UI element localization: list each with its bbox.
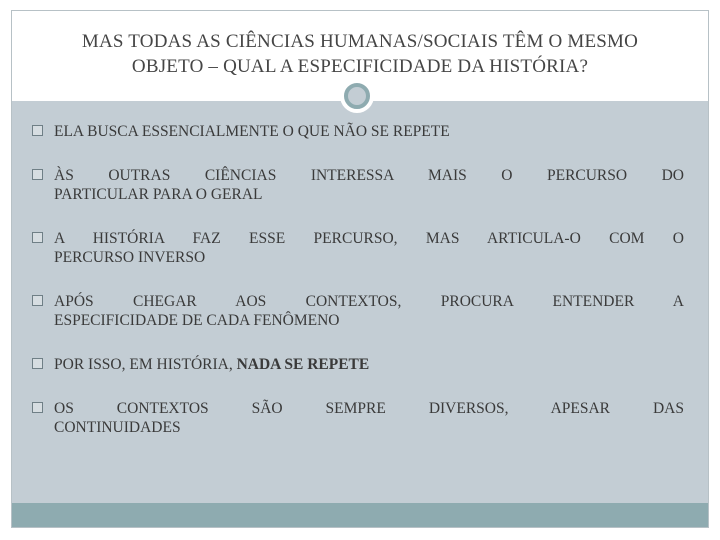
footer-band <box>12 503 708 527</box>
bullet-text: ELA BUSCA ESSENCIALMENTE O QUE NÃO SE REPETE <box>54 123 450 140</box>
title-line-2: OBJETO – QUAL A ESPECIFICIDADE DA HISTÓRIA? <box>131 56 589 77</box>
bullet-text-emphasis: NADA SE REPETE <box>236 356 370 373</box>
bullet-text-line-2: ESPECIFICIDADE DE CADA FENÔMENO <box>54 312 340 329</box>
list-item <box>32 399 684 437</box>
list-item <box>32 292 684 330</box>
list-item <box>32 355 684 374</box>
bullet-text-line-1: ÀS OUTRAS CIÊNCIAS INTERESSA MAIS O PERCURSO DO <box>54 167 684 184</box>
bullet-list <box>32 122 684 437</box>
bullet-marker-icon <box>32 232 43 243</box>
bullet-text-line-2: PARTICULAR PARA O GERAL <box>54 186 263 203</box>
bullet-text-line-1: OS CONTEXTOS SÃO SEMPRE DIVERSOS, APESAR DAS <box>54 400 684 417</box>
bullet-text-line-2: CONTINUIDADES <box>54 419 181 436</box>
title-line-1: MAS TODAS AS CIÊNCIAS HUMANAS/SOCIAIS TÊM O MESMO <box>81 31 639 52</box>
list-item <box>32 166 684 204</box>
circle-ornament-icon <box>344 83 370 109</box>
bullet-marker-icon <box>32 125 43 136</box>
bullet-text <box>54 355 684 374</box>
bullet-marker-icon <box>32 358 43 369</box>
slide-title <box>52 29 668 79</box>
bullet-marker-icon <box>32 295 43 306</box>
bullet-text-line-1: APÓS CHEGAR AOS CONTEXTOS, PROCURA ENTENDER A <box>54 293 684 310</box>
bullet-marker-icon <box>32 169 43 180</box>
list-item <box>32 122 684 141</box>
bullet-marker-icon <box>32 402 43 413</box>
bullet-text-plain: POR ISSO, EM HISTÓRIA, <box>54 356 237 373</box>
bullet-text-line-2: PERCURSO INVERSO <box>54 249 206 266</box>
list-item <box>32 229 684 267</box>
bullet-text-line-1: A HISTÓRIA FAZ ESSE PERCURSO, MAS ARTICULA-O COM O <box>54 230 684 247</box>
